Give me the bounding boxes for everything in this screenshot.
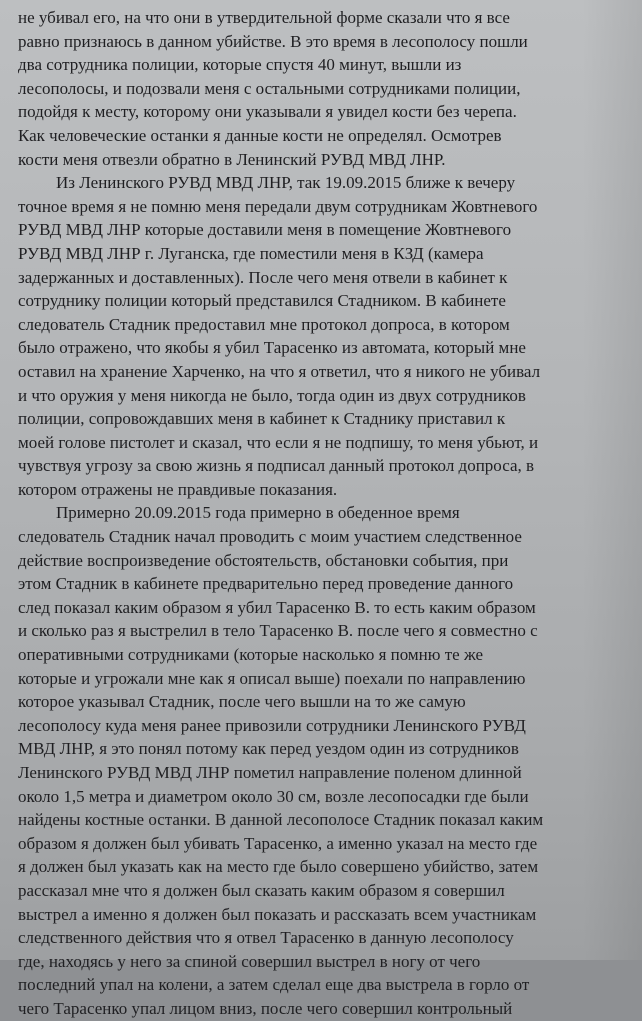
paragraph-3: Примерно 20.09.2015 года примерно в обеденное время следователь Стадник начал проводить с моим участием следственное действие воспроизведение обстоятельств, обстановки события, при этом Стадник в кабинете предварительно перед проведение данного след показал каким образом я убил Тарасенко В. то есть каким образом и сколько раз я выстрелил в тело Тарасенко В. после чего я совместно с оперативными сотрудниками (которые насколько я помню те же которые и угрожали мне как я описал выше) поехали по направлению которое указывал Стадник, после чего вышли на то же самую лесополосу куда меня ранее привозили сотрудники Ленинского РУВД МВД ЛНР, я это понял потому как перед уездом один из сотрудников Ленинского РУВД МВД ЛНР пометил направление поленом длинной около 1,5 метра и диаметром около 30 см, возле лесопосадки где были найдены костные останки. В данной лесополосе Стадник показал каким образом я должен был убивать Тарасенко, а именно указал на место где я должен был указать как на место где было совершено убийство, затем рассказал мне что я должен был сказать каким образом я совершил выстрел а именно я должен был показать и рассказать всем участникам следственного действия что я отвел Тарасенко в данную лесополосу где, находясь у него за спиной совершил выстрел в ногу от чего последний упал на колени, а затем сделал еще два выстрела в горло от чего Тарасенко упал лицом вниз, после чего совершил контрольный	[18, 503, 544, 1018]
paragraph-1: не убивал его, на что они в утвердительной форме сказали что я все равно признаюсь в данном убийстве. В это время в лесополосу пошли два сотрудника полиции, которые спустя 40 минут, вышли из лесополосы, и подозвали меня с остальными сотрудниками полиции, подойдя к месту, которому они указывали я увидел кости без черепа. Как человеческие останки я данные кости не определял. Осмотрев кости меня отвезли обратно в Ленинский РУВД МВД ЛНР.	[18, 8, 528, 169]
paragraph-2: Из Ленинского РУВД МВД ЛНР, так 19.09.2015 ближе к вечеру точное время я не помню меня передали двум сотрудникам Жовтневого РУВД МВД ЛНР которые доставили меня в помещение Жовтневого РУВД МВД ЛНР г. Луганска, где поместили меня в КЗД (камера задержанных и доставленных). После чего меня отвели в кабинет к сотруднику полиции который представился Стадником. В кабинете следователь Стадник предоставил мне протокол допроса, в котором было отражено, что якобы я убил Тарасенко из автомата, который мне оставил на хранение Харченко, на что я ответил, что я никого не убивал и что оружия у меня никогда не было, тогда один из двух сотрудников полиции, сопровождавших меня в кабинет к Стаднику приставил к моей голове пистолет и сказал, что если я не подпишу, то меня убьют, и чувствуя угрозу за свою жизнь я подписал данный протокол допроса, в котором отражены не правдивые показания.	[18, 173, 541, 499]
document-body	[18, 6, 602, 1021]
